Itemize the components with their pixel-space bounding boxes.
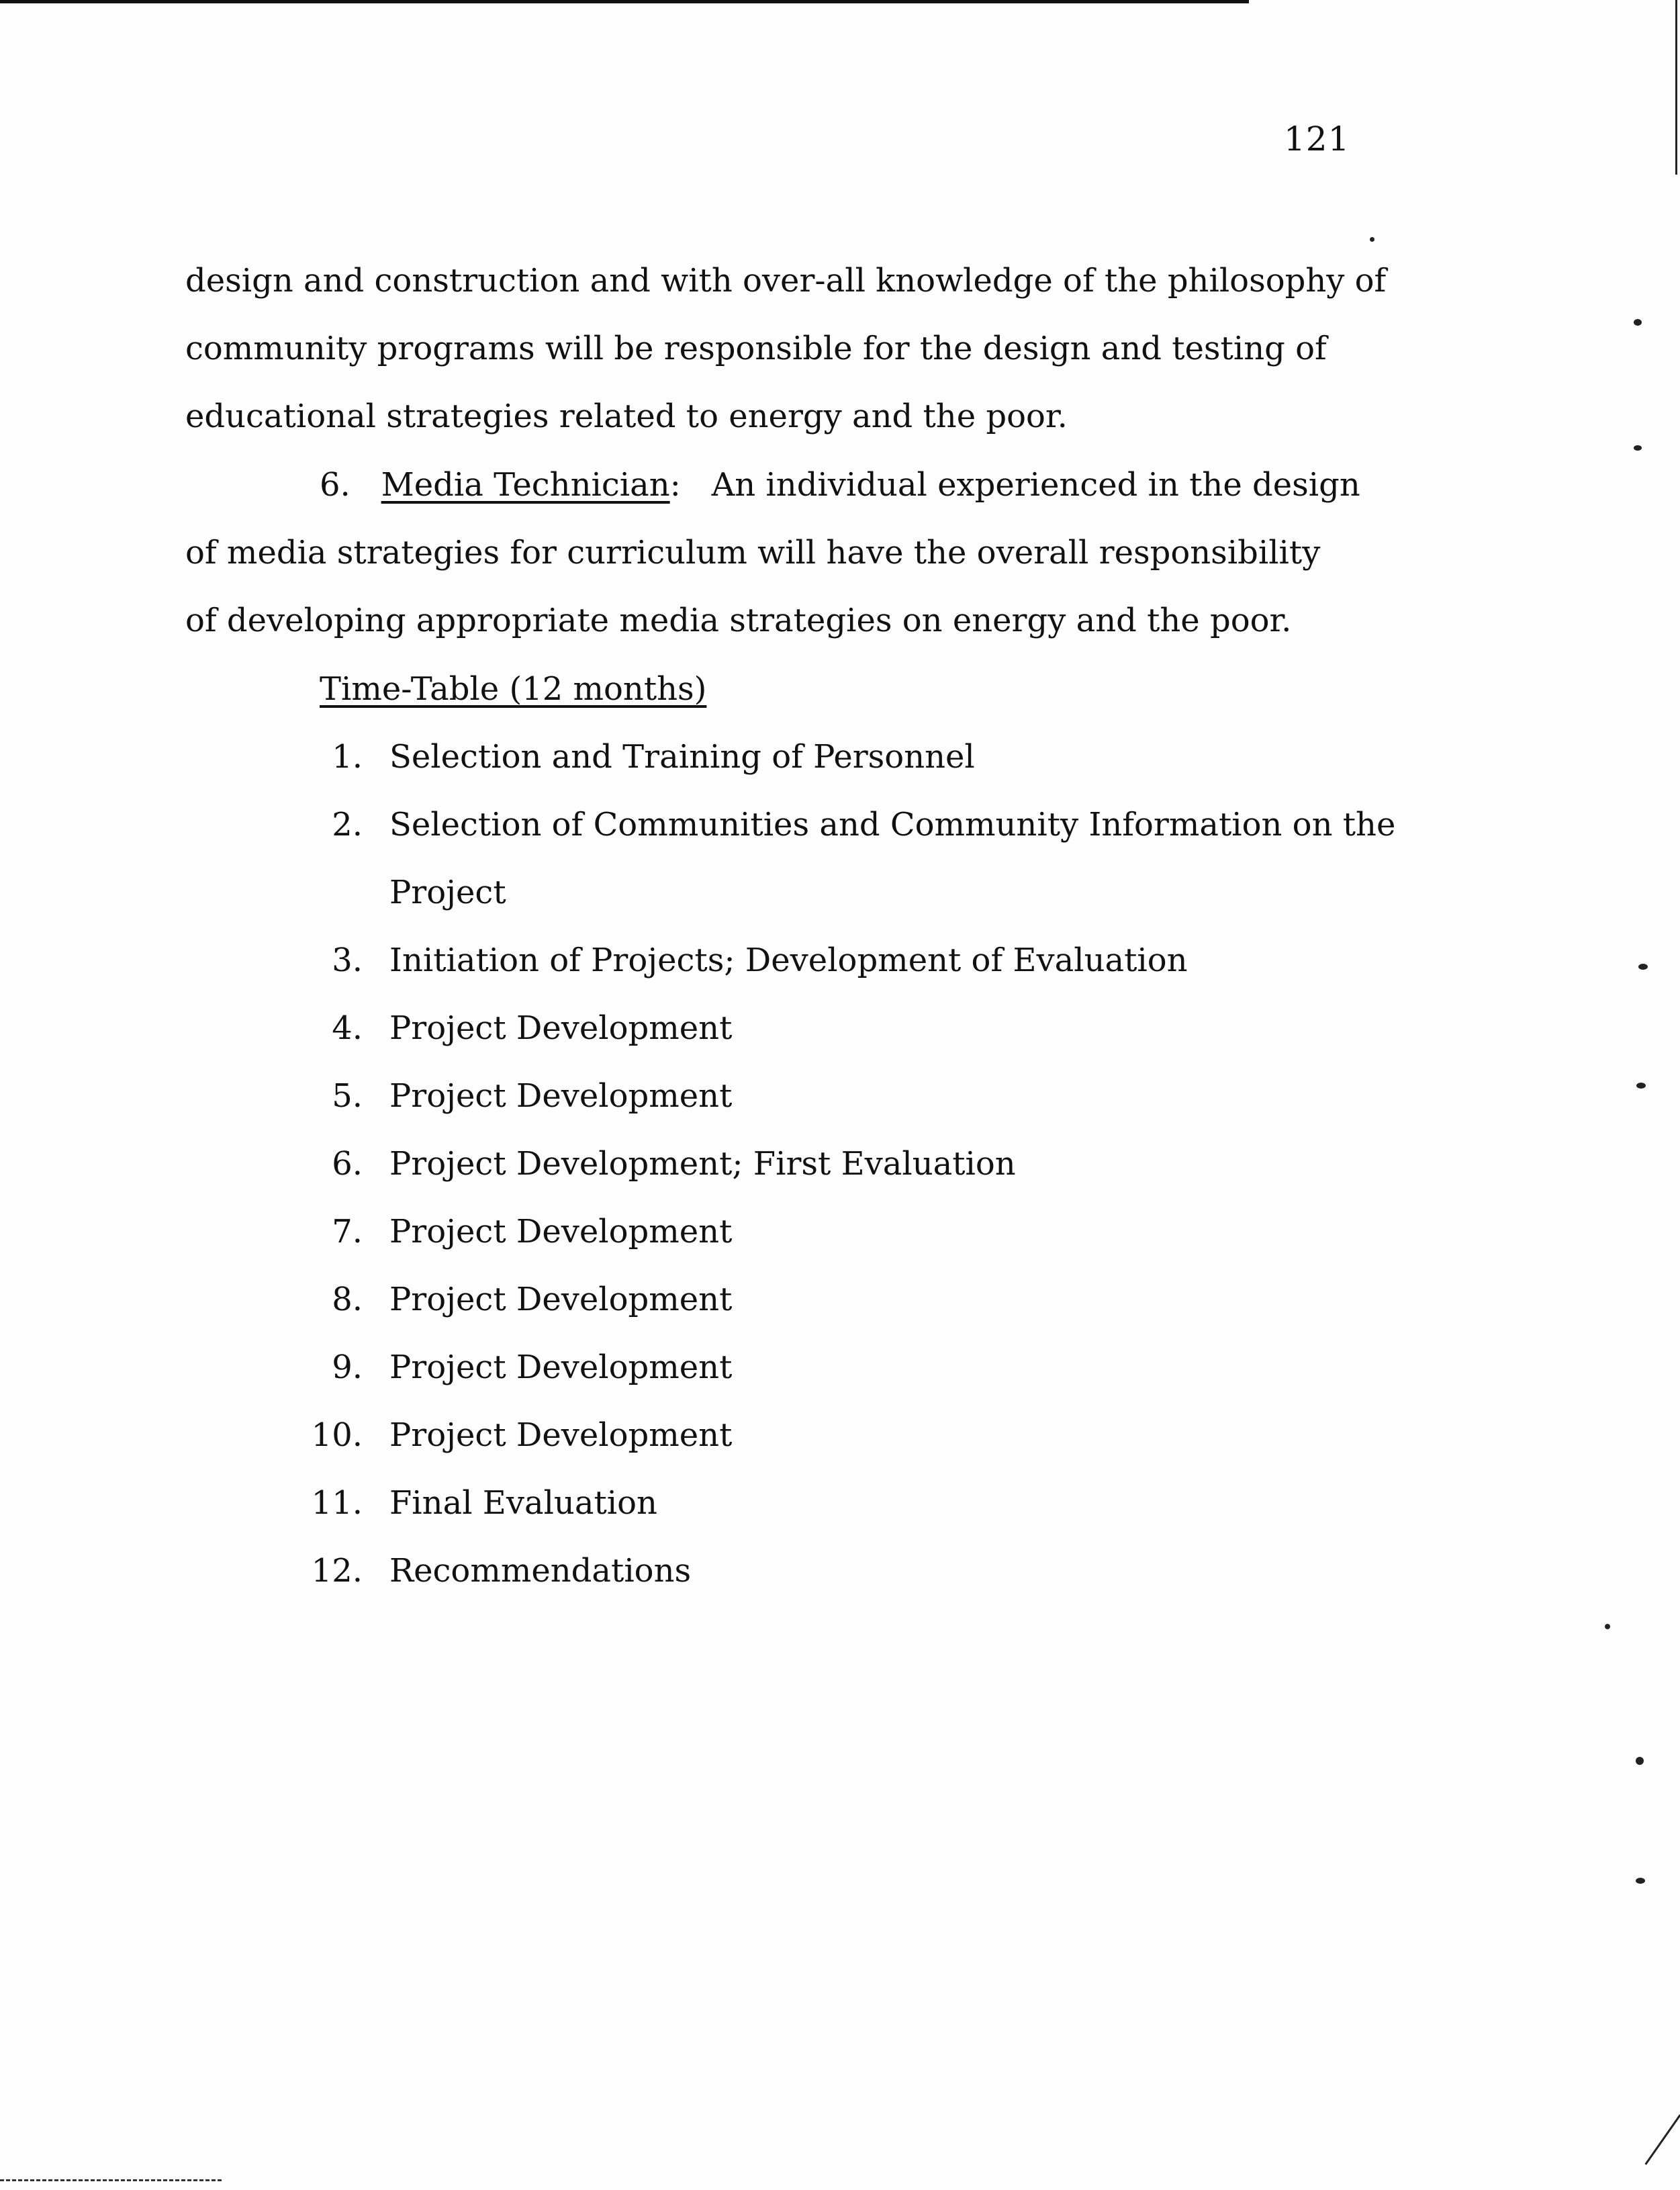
scan-speck [1636, 1878, 1645, 1884]
item-text: Selection and Training of Personnel [389, 738, 975, 776]
paragraph-continuation [185, 247, 1386, 451]
item-number: 6. [332, 1145, 363, 1183]
item-text: Project Development [389, 1077, 733, 1115]
corner-mark [1644, 2114, 1680, 2164]
timetable-heading: Time-Table (12 months) [320, 670, 707, 708]
item-number: 6. [320, 466, 351, 504]
role-title: Media Technician [381, 466, 670, 504]
item-text: Project Development [389, 1349, 733, 1386]
scan-speck [1370, 237, 1374, 242]
paragraph-line: design and construction and with over-all knowledge of the philosophy of [185, 262, 1387, 300]
paragraph-line-rest: An individual experienced in the design [711, 466, 1360, 504]
role-colon: : [669, 466, 681, 504]
paragraph-line: of developing appropriate media strategies on energy and the poor. [185, 602, 1292, 639]
item-number: 4. [332, 1009, 363, 1047]
item-number: 1. [332, 738, 363, 776]
item-number: 5. [332, 1077, 363, 1115]
item-number: 3. [332, 942, 363, 979]
paragraph-first-line [185, 451, 1360, 519]
item-text: Project Development [389, 1281, 733, 1318]
item-text: Initiation of Projects; Development of Evaluation [389, 942, 1188, 979]
item-number: 12. [311, 1552, 363, 1590]
item-text: Project Development; First Evaluation [389, 1145, 1016, 1183]
scan-speck [1638, 964, 1648, 970]
item-number: 2. [332, 806, 363, 843]
item-number: 11. [311, 1484, 363, 1522]
scan-speck [1636, 1757, 1644, 1765]
item-number: 8. [332, 1281, 363, 1318]
item-text: Project Development [389, 1213, 733, 1250]
top-edge-rule [0, 0, 1249, 3]
scan-speck [1634, 319, 1642, 326]
item-text: Project Development [389, 1416, 733, 1454]
item-number: 9. [332, 1349, 363, 1386]
media-technician-paragraph [185, 451, 1360, 655]
bottom-edge-dash [0, 2179, 222, 2183]
item-number: 10. [311, 1416, 363, 1454]
item-number: 7. [332, 1213, 363, 1250]
page-number: 121 [1284, 120, 1350, 158]
item-text: Project Development [389, 1009, 733, 1047]
item-text: Recommendations [389, 1552, 692, 1590]
paragraph-line: of media strategies for curriculum will have the overall responsibility [185, 534, 1321, 572]
scan-speck [1636, 1083, 1646, 1089]
paragraph-line: educational strategies related to energy and the poor. [185, 398, 1068, 435]
paragraph-line: community programs will be responsible for the design and testing of [185, 330, 1327, 367]
item-text: Final Evaluation [389, 1484, 657, 1522]
right-edge-mark [1675, 0, 1677, 175]
scan-speck [1605, 1624, 1610, 1629]
item-text: Selection of Communities and Community Information on the Project [389, 806, 1396, 911]
scan-speck [1634, 445, 1642, 451]
